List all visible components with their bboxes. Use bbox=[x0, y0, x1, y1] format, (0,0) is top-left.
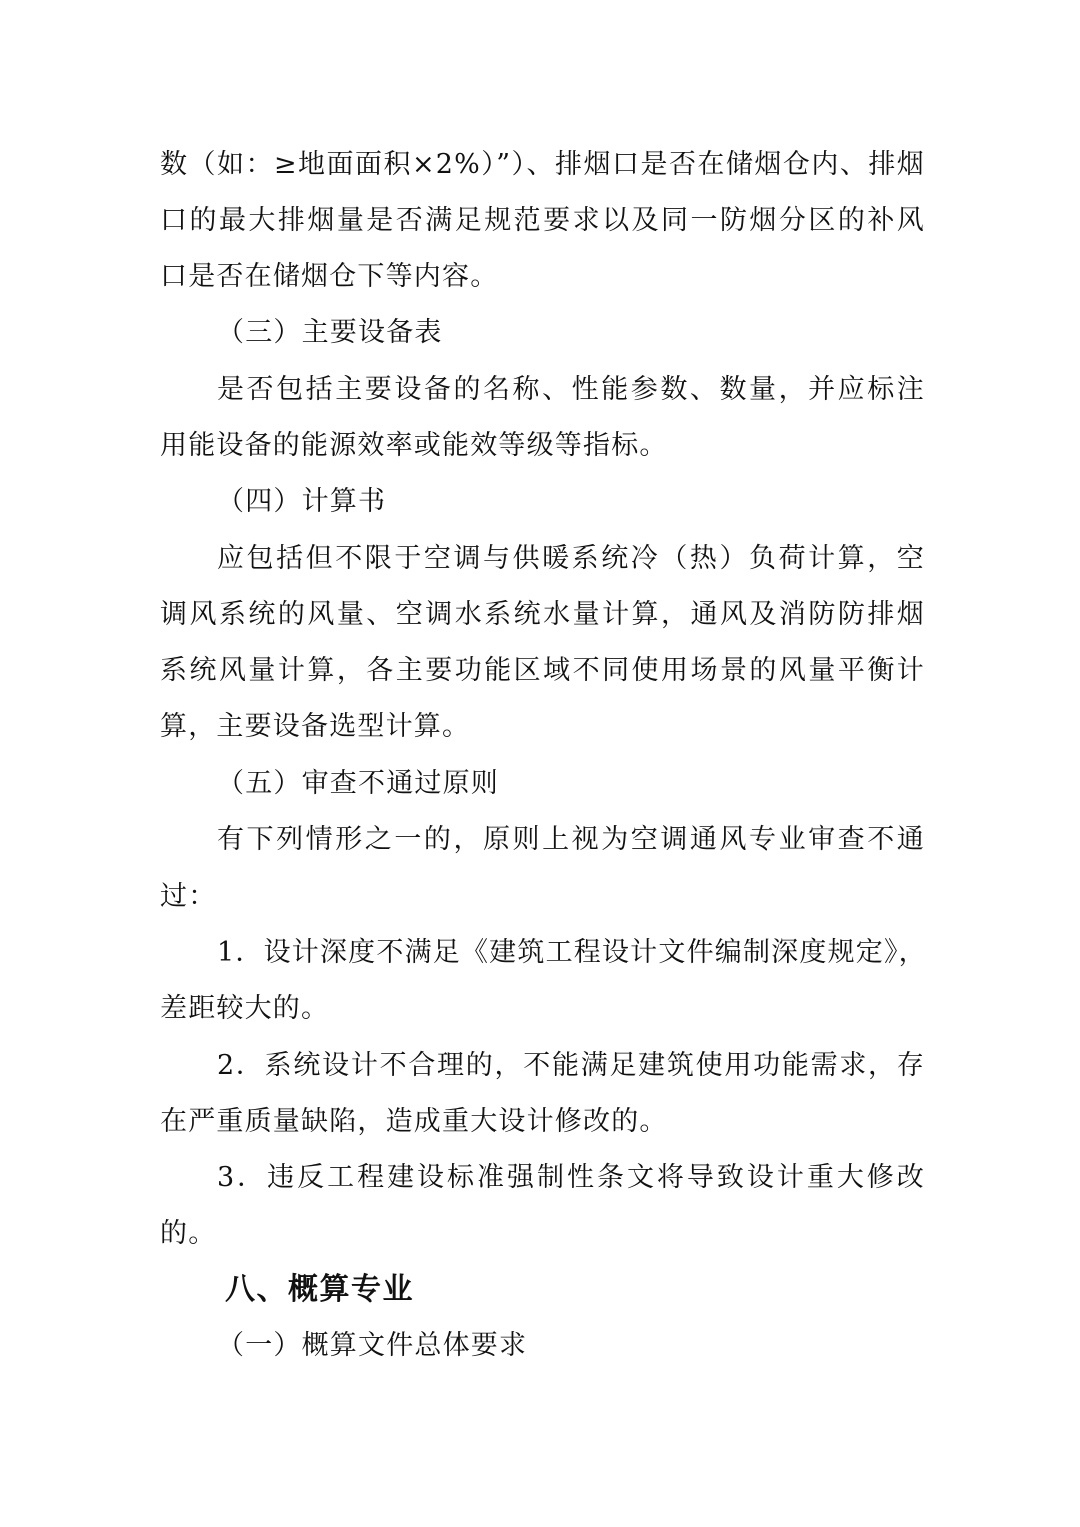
paragraph-line: 的。 bbox=[160, 1218, 217, 1249]
paragraph-line: 应包括但不限于空调与供暖系统冷（热）负荷计算，空 bbox=[217, 543, 925, 574]
paragraph-line: 在严重质量缺陷，造成重大设计修改的。 bbox=[160, 1106, 668, 1137]
list-item: 1．设计深度不满足《建筑工程设计文件编制深度规定》， bbox=[217, 937, 927, 968]
subsection-title: （四）计算书 bbox=[217, 486, 387, 517]
section-heading: 八、概算专业 bbox=[225, 1272, 414, 1307]
paragraph-line: 有下列情形之一的，原则上视为空调通风专业审查不通 bbox=[217, 824, 925, 855]
paragraph-line: 是否包括主要设备的名称、性能参数、数量，并应标注 bbox=[217, 374, 925, 405]
list-item: 3．违反工程建设标准强制性条文将导致设计重大修改 bbox=[217, 1162, 925, 1193]
paragraph-line: 过： bbox=[160, 881, 217, 912]
paragraph-line: 系统风量计算，各主要功能区域不同使用场景的风量平衡计 bbox=[160, 655, 925, 686]
paragraph-line: 差距较大的。 bbox=[160, 993, 330, 1024]
paragraph-line: 数（如：≥地面面积×2%）”）、排烟口是否在储烟仓内、排烟 bbox=[160, 149, 925, 180]
paragraph-line: 算，主要设备选型计算。 bbox=[160, 711, 471, 742]
paragraph-line: 口的最大排烟量是否满足规范要求以及同一防烟分区的补风 bbox=[160, 205, 925, 236]
subsection-title: （五）审查不通过原则 bbox=[217, 768, 499, 799]
paragraph-line: 用能设备的能源效率或能效等级等指标。 bbox=[160, 430, 668, 461]
subsection-title: （三）主要设备表 bbox=[217, 317, 443, 348]
paragraph-line: 调风系统的风量、空调水系统水量计算，通风及消防防排烟 bbox=[160, 599, 925, 630]
list-item: 2．系统设计不合理的，不能满足建筑使用功能需求，存 bbox=[217, 1050, 925, 1081]
subsection-title: （一）概算文件总体要求 bbox=[217, 1330, 528, 1361]
paragraph-line: 口是否在储烟仓下等内容。 bbox=[160, 261, 499, 292]
